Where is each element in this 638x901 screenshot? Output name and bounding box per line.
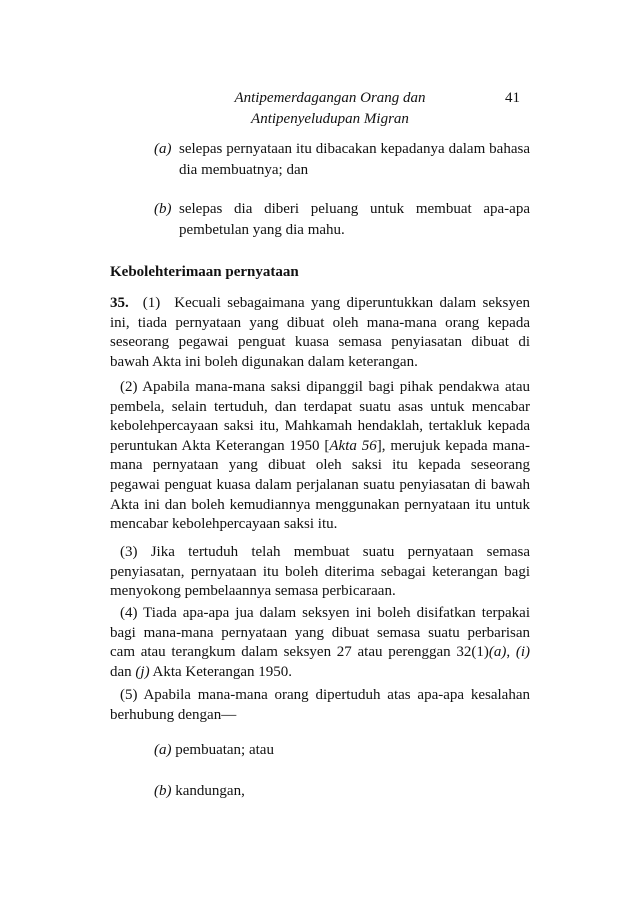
bottom-list-item	[154, 781, 245, 802]
list-marker: (a)	[154, 742, 172, 758]
subsection-5	[110, 686, 530, 725]
page-number: 41	[505, 90, 520, 106]
top-list	[154, 139, 530, 241]
list-item-text: selepas dia diberi peluang untuk membuat apa-apa pembetulan yang dia mahu.	[179, 201, 530, 238]
running-title	[200, 88, 460, 130]
subsection-4-text-a: (4) Tiada apa-apa jua dalam seksyen ini boleh disifatkan terpakai bagi mana-mana pernyataan yang dibuat semasa suatu perbarisan cam atau terangkum dalam seksyen 27 atau perenggan 32(1)	[110, 605, 530, 661]
subsection-1-label: (1)	[142, 295, 161, 311]
subsection-1	[110, 294, 530, 372]
section-heading: Kebolehterimaan pernyataan	[110, 264, 299, 280]
act-reference: Akta 56	[329, 437, 377, 454]
list-marker: (a)	[154, 141, 172, 157]
bottom-list-item	[154, 740, 274, 761]
running-title-line-2: Antipenyeludupan Migran	[251, 111, 409, 127]
paragraph-ref-i: (i)	[515, 644, 531, 661]
subsection-1-text: Kecuali sebagaimana yang diperuntukkan dalam seksyen ini, tiada pernyataan yang dibuat oleh mana-mana orang kepada seseorang pegawai penguat kuasa semasa penyiasatan dibuat di bawah Akta ini boleh digunakan dalam keterangan.	[110, 295, 530, 370]
subsection-4	[110, 604, 530, 682]
subsection-2	[110, 378, 530, 535]
separator: ,	[506, 644, 516, 661]
list-item-text: selepas pernyataan itu dibacakan kepadanya dalam bahasa dia membuatnya; dan	[179, 141, 530, 178]
separator: dan	[110, 663, 136, 680]
list-marker: (b)	[154, 783, 172, 799]
section-number: 35.	[110, 295, 129, 311]
list-item-text: kandungan,	[175, 783, 245, 799]
running-title-line-1: Antipemerdagangan Orang dan	[234, 90, 426, 106]
subsection-3-text: (3) Jika tertuduh telah membuat suatu pernyataan semasa penyiasatan, pernyataan itu boleh diterima sebagai keterangan bagi menyokong pembelaannya semasa perbicaraan.	[110, 544, 530, 600]
list-item	[154, 139, 530, 181]
subsection-2-text-a: (2) Apabila mana-mana saksi dipanggil bagi pihak pendakwa atau pembela, selain tertuduh, dan terdapat suatu asas untuk mencabar kebolehpercayaan saksi itu, Mahkamah hendaklah, tertakluk kepada peruntukan Akta Keterangan 1950 [	[110, 379, 530, 454]
subsection-3	[110, 543, 530, 602]
paragraph-ref-a: (a)	[488, 644, 507, 661]
subsection-5-text: (5) Apabila mana-mana orang dipertuduh atas apa-apa kesalahan berhubung dengan—	[110, 687, 530, 723]
list-item	[154, 199, 530, 241]
subsection-4-text-b: Akta Keterangan 1950.	[149, 663, 293, 680]
subsection-2-text-b: ], merujuk kepada mana-mana pernyataan yang dibuat oleh saksi itu kepada seseorang pegawai penguat kuasa dalam perjalanan suatu penyiasatan di bawah Akta ini dan boleh kemudiannya menggunakan pernyataan itu untuk mencabar kebolehpercayaan saksi itu.	[110, 437, 530, 533]
list-marker: (b)	[154, 201, 172, 217]
paragraph-ref-j: (j)	[135, 663, 150, 680]
list-item-text: pembuatan; atau	[175, 742, 274, 758]
